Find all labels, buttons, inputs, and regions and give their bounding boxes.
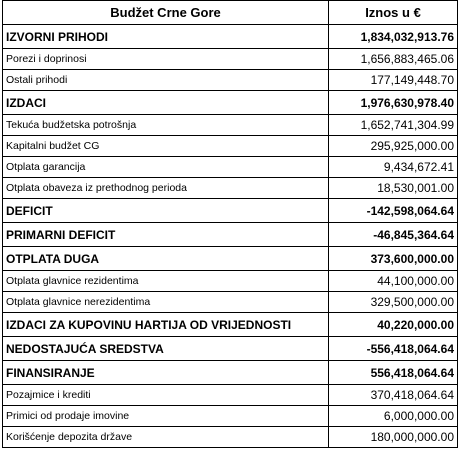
section-amount: -46,845,364.64 [329,223,458,247]
section-label: FINANSIRANJE [3,361,329,385]
item-label: Ostali prihodi [3,70,329,91]
header-amount: Iznos u € [329,1,458,25]
table-row [3,337,458,361]
table-row [3,223,458,247]
table-row [3,178,458,199]
table-body [3,25,458,448]
section-label: IZDACI ZA KUPOVINU HARTIJA OD VRIJEDNOSTI [3,313,329,337]
section-label: IZDACI [3,91,329,115]
item-label: Korišćenje depozita države [3,427,329,448]
item-amount: 9,434,672.41 [329,157,458,178]
section-amount: 1,834,032,913.76 [329,25,458,49]
section-label: PRIMARNI DEFICIT [3,223,329,247]
item-amount: 1,656,883,465.06 [329,49,458,70]
item-label: Otplata glavnice rezidentima [3,271,329,292]
table-row [3,406,458,427]
item-amount: 177,149,448.70 [329,70,458,91]
section-amount: 373,600,000.00 [329,247,458,271]
item-amount: 329,500,000.00 [329,292,458,313]
item-amount: 1,652,741,304.99 [329,115,458,136]
section-amount: 40,220,000.00 [329,313,458,337]
item-label: Otplata garancija [3,157,329,178]
table-row [3,199,458,223]
table-row [3,157,458,178]
header-budget: Budžet Crne Gore [3,1,329,25]
section-amount: 556,418,064.64 [329,361,458,385]
table-row [3,91,458,115]
item-label: Kapitalni budžet CG [3,136,329,157]
table-row [3,115,458,136]
header-row [3,1,458,25]
item-label: Otplata obaveza iz prethodnog perioda [3,178,329,199]
table-row [3,427,458,448]
item-amount: 370,418,064.64 [329,385,458,406]
table-row [3,136,458,157]
section-amount: -556,418,064.64 [329,337,458,361]
table-row [3,49,458,70]
section-label: IZVORNI PRIHODI [3,25,329,49]
item-label: Primici od prodaje imovine [3,406,329,427]
table-header [3,1,458,25]
item-amount: 295,925,000.00 [329,136,458,157]
table-row [3,70,458,91]
table-row [3,292,458,313]
table-row [3,385,458,406]
table-row [3,25,458,49]
item-label: Porezi i doprinosi [3,49,329,70]
table-row [3,361,458,385]
item-amount: 44,100,000.00 [329,271,458,292]
section-amount: -142,598,064.64 [329,199,458,223]
section-label: DEFICIT [3,199,329,223]
section-label: NEDOSTAJUĆA SREDSTVA [3,337,329,361]
item-label: Tekuća budžetska potrošnja [3,115,329,136]
table-row [3,271,458,292]
budget-table [2,0,458,448]
item-amount: 180,000,000.00 [329,427,458,448]
section-label: OTPLATA DUGA [3,247,329,271]
item-label: Pozajmice i krediti [3,385,329,406]
section-amount: 1,976,630,978.40 [329,91,458,115]
table-row [3,313,458,337]
table-row [3,247,458,271]
item-label: Otplata glavnice nerezidentima [3,292,329,313]
item-amount: 6,000,000.00 [329,406,458,427]
item-amount: 18,530,001.00 [329,178,458,199]
